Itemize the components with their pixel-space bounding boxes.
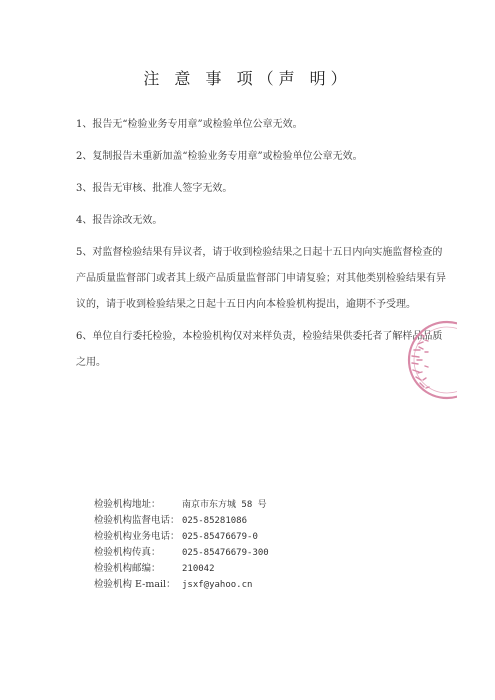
contact-value: jsxf@yahoo.cn [182,580,253,590]
contact-label: 检验机构 E-mail： [94,579,176,590]
contact-value: 025-85476679-300 [182,548,269,558]
seal-icon [385,316,457,404]
note-item-6: 6、单位自行委托检验，本检验机构仅对来样负责，检验结果供委托者了解样品品质之用。 [76,331,443,368]
contact-label: 检验机构监督电话： [94,515,180,526]
contact-row-supervision-phone [94,513,424,529]
contact-row-email [94,577,424,593]
note-item-5: 5、对监督检验结果有异议者，请于收到检验结果之日起十五日内向实施监督检查的产品质量监督部门或者其上级产品质量监督部门申请复验；对其他类别检验结果有异议的，请于收到检验结果之日起十五日内向本检验机构提出，逾期不予受理。 [76,247,446,310]
note-item-4: 4、报告涂改无效。 [76,215,163,226]
contact-label: 检验机构传真： [94,547,161,558]
note-item-2: 2、复制报告未重新加盖“检验业务专用章”或检验单位公章无效。 [76,151,363,162]
contact-label: 检验机构地址： [94,499,161,510]
contact-row-fax [94,545,424,561]
contact-row-business-phone [94,529,424,545]
contact-label: 检验机构邮编： [94,563,161,574]
contact-value: 210042 [182,564,215,574]
note-item-3: 3、报告无审核、批准人签字无效。 [76,183,233,194]
contact-label: 检验机构业务电话： [94,531,180,542]
note-item-1: 1、报告无“检验业务专用章”或检验单位公章无效。 [76,119,303,130]
contact-row-postcode [94,561,424,577]
contact-value: 南京市东方城 58 号 [182,500,267,510]
contact-info [94,497,424,593]
contact-value: 025-85281086 [182,516,248,526]
page-title: 注 意 事 项（声 明） [143,69,352,88]
contact-value: 025-85476679-0 [182,532,258,542]
contact-row-address [94,497,424,513]
